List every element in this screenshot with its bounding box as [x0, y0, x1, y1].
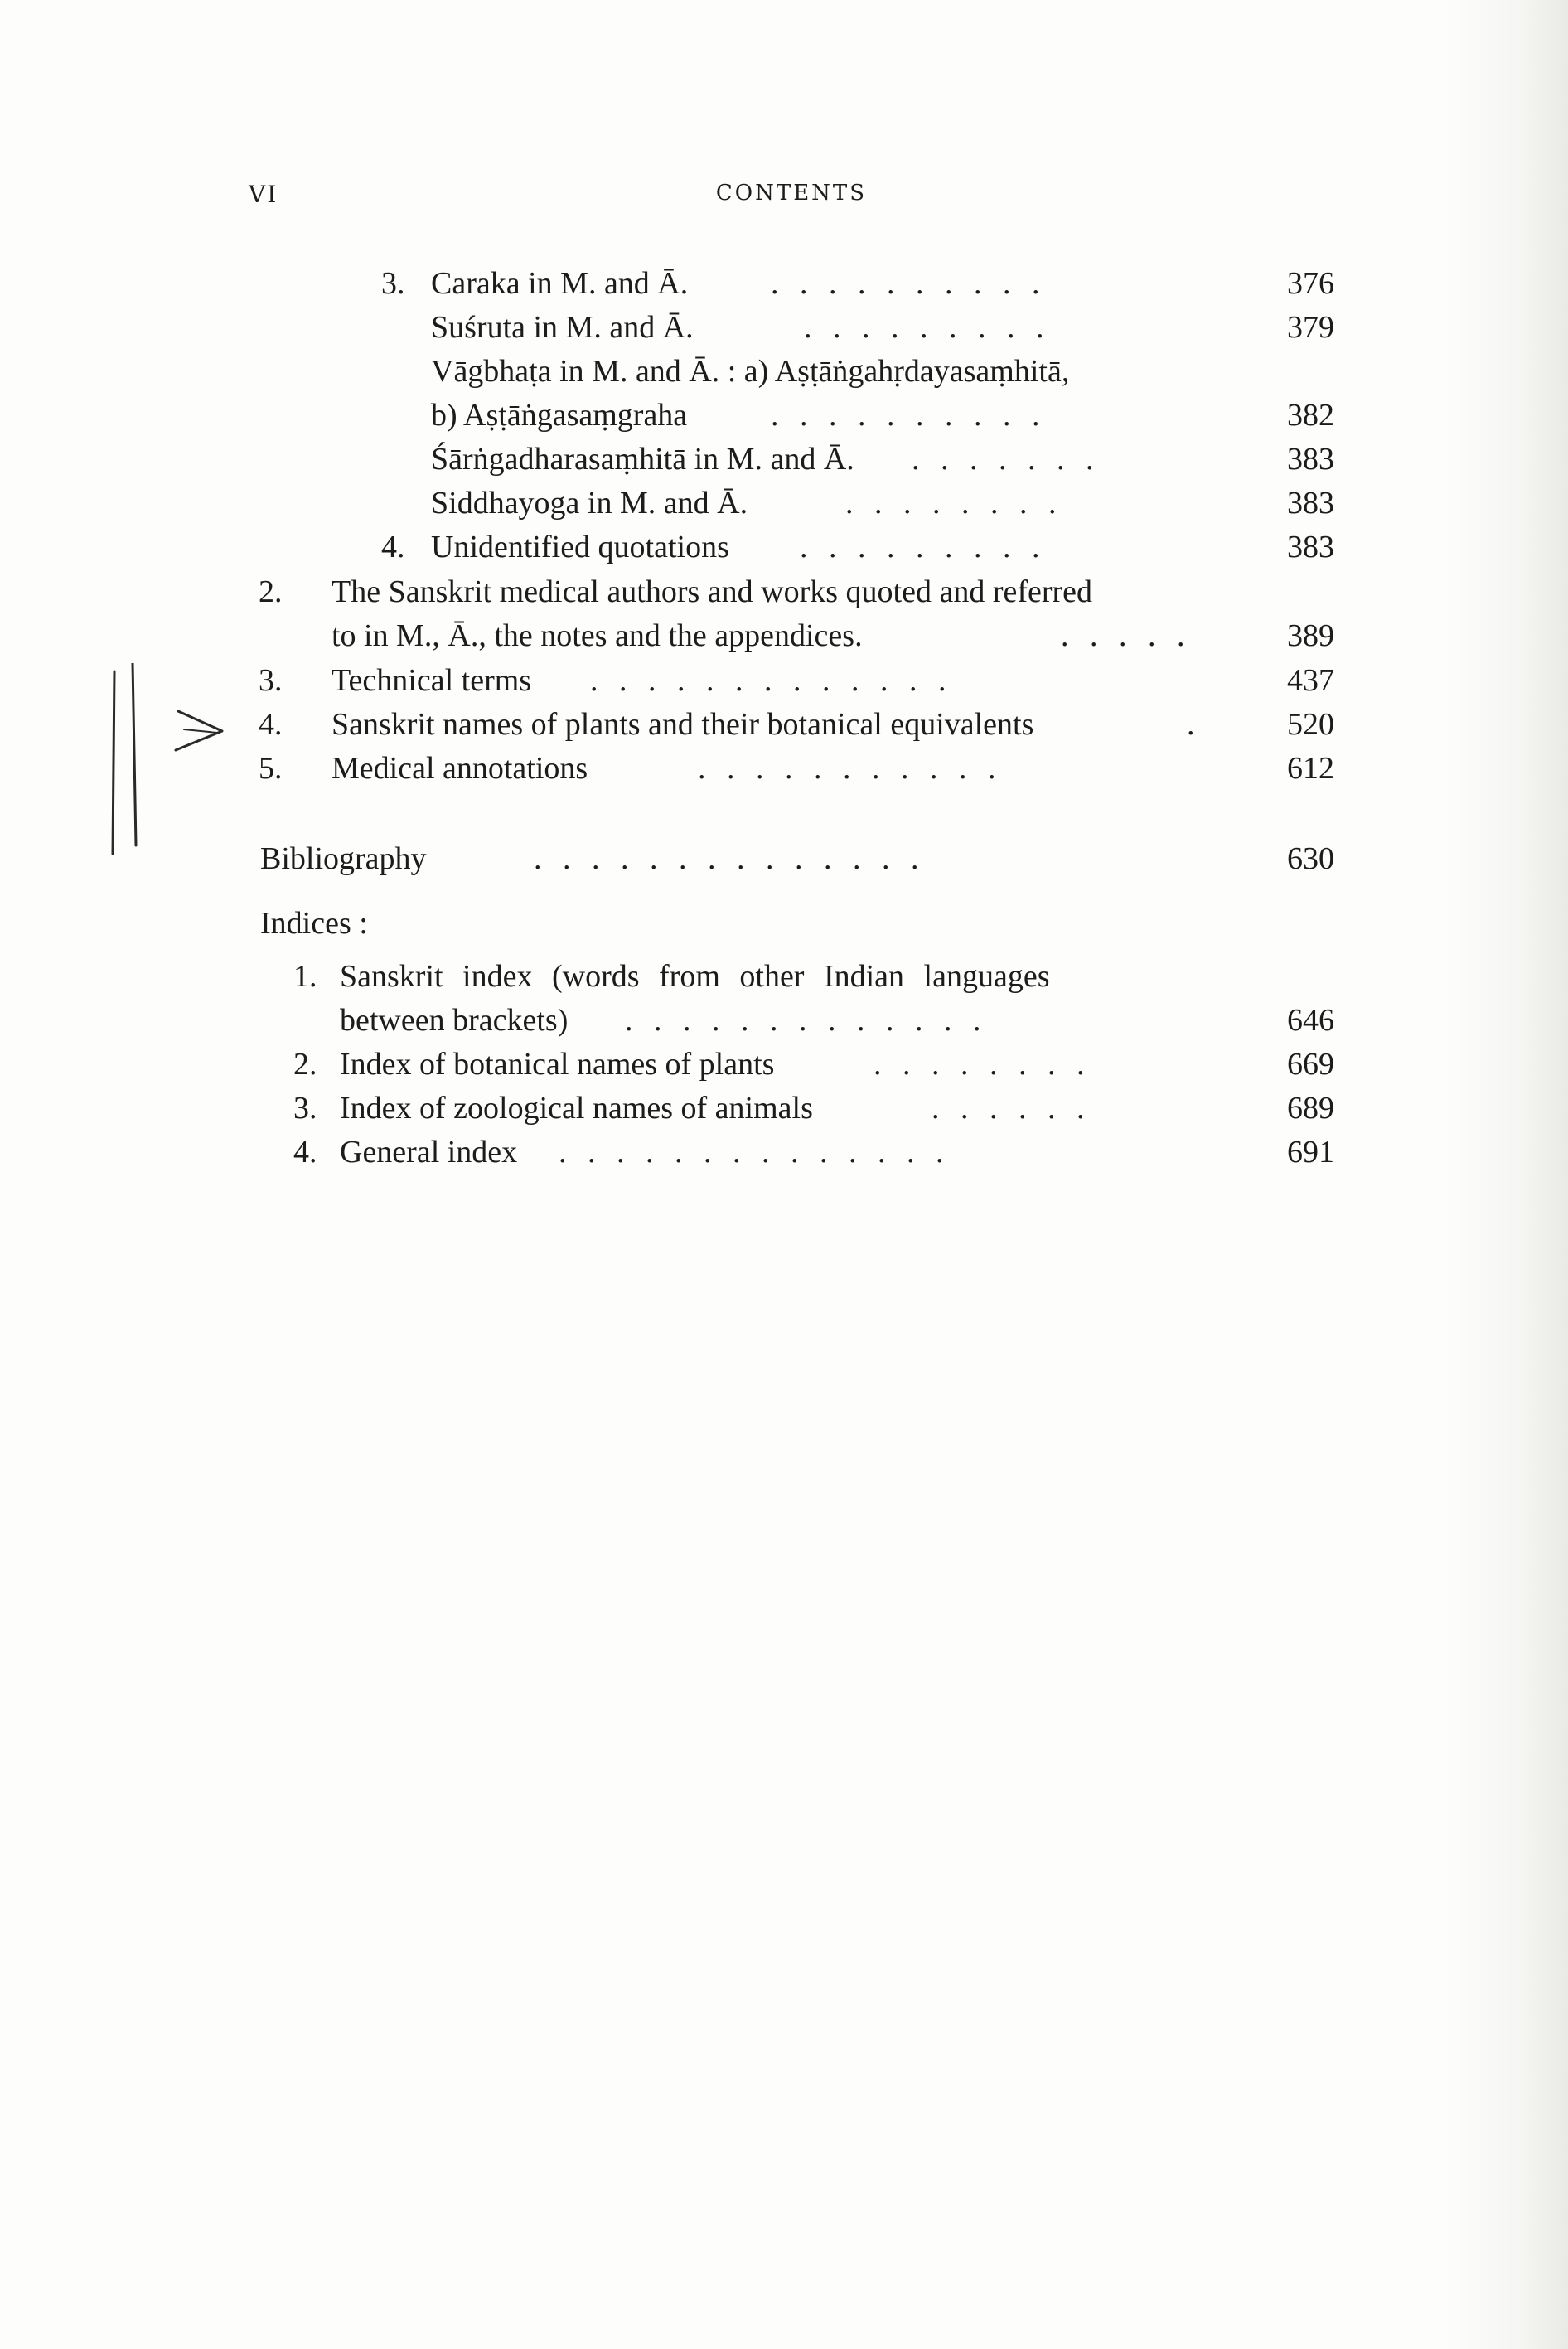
- page-number: 383: [1287, 530, 1334, 564]
- page-number: 383: [1287, 486, 1334, 521]
- leader-dots: . . . . . . . . . . . . . .: [559, 1135, 951, 1170]
- entry-title: b) Aṣṭāṅgasaṃgraha: [431, 398, 688, 433]
- entry-title: The Sanskrit medical authors and works quoted and referred: [332, 574, 1093, 609]
- toc-section-indices: [260, 902, 1334, 945]
- leader-dots: . . . . .: [1061, 618, 1192, 653]
- entry-title: Siddhayoga in M. and Ā.: [431, 486, 748, 521]
- entry-title: Caraka in M. and Ā.: [431, 266, 689, 301]
- entry-title: Index of botanical names of plants: [340, 1047, 775, 1082]
- entry-number: 2.: [259, 574, 283, 609]
- toc-entry[interactable]: [259, 659, 1334, 702]
- entry-title: General index: [340, 1135, 518, 1170]
- leader-dots: . . . . . . . . . . . . . .: [534, 841, 926, 876]
- toc-entry[interactable]: [381, 262, 1334, 305]
- leader-dots: . . . . . . . . .: [804, 310, 1051, 345]
- toc-entry[interactable]: [381, 482, 1334, 525]
- leader-dots: . . . . . . . . . .: [771, 266, 1047, 301]
- running-title: CONTENTS: [715, 181, 868, 206]
- toc-entry[interactable]: [293, 955, 1334, 998]
- page-header: [249, 181, 1334, 214]
- toc-entry[interactable]: [293, 1043, 1334, 1086]
- toc-entry-bibliography[interactable]: [260, 837, 1334, 880]
- leader-dots: . . . . . .: [932, 1091, 1091, 1126]
- page-number: 691: [1287, 1135, 1334, 1170]
- page-number: 379: [1287, 310, 1334, 345]
- leader-dots: . . . . . . . . .: [800, 530, 1047, 564]
- entry-title: Vāgbhaṭa in M. and Ā. : a) Aṣṭāṅgahṛdayasaṃhitā,: [431, 354, 1070, 389]
- entry-title: between brackets): [340, 1003, 569, 1038]
- page-number: 630: [1287, 841, 1334, 876]
- entry-number: 3.: [259, 663, 283, 698]
- entry-number: 4.: [259, 707, 283, 742]
- toc-entry[interactable]: [381, 394, 1334, 437]
- leader-dots: . . . . . . .: [912, 442, 1101, 477]
- leader-dots: . . . . . . . . . . . . .: [625, 1003, 988, 1038]
- toc-entry[interactable]: [381, 438, 1334, 481]
- page-number: 383: [1287, 442, 1334, 477]
- entry-title: Bibliography: [260, 841, 427, 876]
- toc-entry[interactable]: [293, 1087, 1334, 1130]
- toc-entry[interactable]: [381, 350, 1334, 393]
- entry-title: Index of zoological names of animals: [340, 1091, 813, 1126]
- page-number: 612: [1287, 751, 1334, 786]
- entry-title: to in M., Ā., the notes and the appendices.: [332, 618, 863, 653]
- entry-title: Suśruta in M. and Ā.: [431, 310, 694, 345]
- entry-title: Sanskrit names of plants and their botanical equivalents: [332, 707, 1034, 742]
- toc-entry[interactable]: [293, 999, 1334, 1042]
- entry-title: Sanskrit index (words from other Indian languages: [340, 959, 1050, 994]
- leader-dots: . . . . . . . .: [874, 1047, 1091, 1082]
- toc-entry[interactable]: [259, 703, 1334, 746]
- entry-title: Unidentified quotations: [431, 530, 729, 564]
- page-edge-shadow: [1444, 0, 1568, 2349]
- page-number: 520: [1287, 707, 1334, 742]
- page-number: 437: [1287, 663, 1334, 698]
- toc-entry[interactable]: [259, 747, 1334, 790]
- toc-entry[interactable]: [381, 525, 1334, 569]
- page-number: 389: [1287, 618, 1334, 653]
- entry-number: 3.: [381, 266, 405, 301]
- toc-entry[interactable]: [259, 614, 1334, 657]
- page-number-roman: VI: [249, 181, 278, 208]
- section-heading: Indices :: [260, 906, 368, 941]
- toc-entry[interactable]: [293, 1131, 1334, 1174]
- entry-number: 4.: [293, 1135, 317, 1170]
- toc-entry[interactable]: [381, 306, 1334, 349]
- entry-title: Technical terms: [332, 663, 532, 698]
- handwritten-margin-mark: [108, 663, 273, 862]
- leader-dots: . . . . . . . . . . .: [698, 751, 1003, 786]
- entry-number: 2.: [293, 1047, 317, 1082]
- entry-number: 5.: [259, 751, 283, 786]
- entry-number: 3.: [293, 1091, 317, 1126]
- page-number: 689: [1287, 1091, 1334, 1126]
- leader-dots: . . . . . . . . . . . . .: [590, 663, 953, 698]
- leader-dots: . . . . . . . . . .: [771, 398, 1047, 433]
- page-number: 376: [1287, 266, 1334, 301]
- entry-title: Medical annotations: [332, 751, 588, 786]
- entry-number: 4.: [381, 530, 405, 564]
- entry-title: Śārṅgadharasaṃhitā in M. and Ā.: [431, 442, 854, 477]
- page-number: 669: [1287, 1047, 1334, 1082]
- page-number: 646: [1287, 1003, 1334, 1038]
- leader-dots: .: [1187, 707, 1202, 742]
- leader-dots: . . . . . . . .: [845, 486, 1063, 521]
- page-number: 382: [1287, 398, 1334, 433]
- toc-entry[interactable]: [259, 570, 1334, 613]
- entry-number: 1.: [293, 959, 317, 994]
